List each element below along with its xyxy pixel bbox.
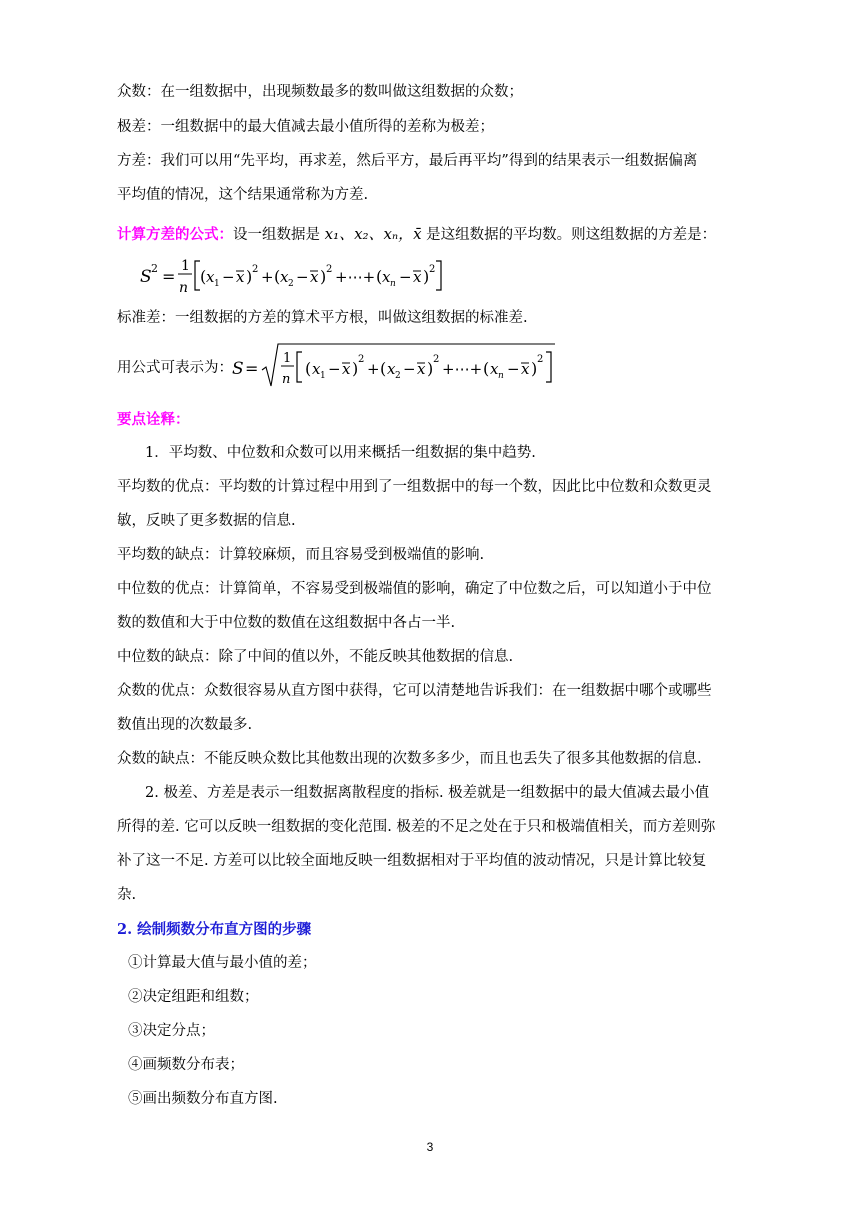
- variance-formula: [140, 252, 480, 298]
- svg-text:2: 2: [433, 354, 440, 365]
- svg-text:2: 2: [395, 371, 401, 381]
- svg-text:+: +: [261, 268, 274, 286]
- key-point-2-line2: 所得的差. 它可以反映一组数据的变化范围. 极差的不足之处在于只和极端值相关，而方差则弥: [117, 819, 716, 835]
- variance-variables: x₁、x₂、xₙ，x̄: [324, 225, 422, 243]
- svg-text:): ): [423, 267, 430, 286]
- key-point-1: 1．平均数、中位数和众数可以用来概括一组数据的集中趋势.: [145, 445, 536, 461]
- svg-text:2: 2: [252, 264, 259, 275]
- key-point-2-line1: 2. 极差、方差是表示一组数据离散程度的指标. 极差就是一组数据中的最大值减去最小值: [145, 785, 710, 801]
- svg-text:2: 2: [151, 262, 158, 275]
- svg-text:+⋯+: +⋯+: [335, 268, 376, 286]
- svg-text:1: 1: [320, 371, 326, 381]
- std-definition: 标准差：一组数据的方差的算术平方根，叫做这组数据的标准差.: [117, 310, 528, 326]
- svg-text:n: n: [390, 279, 396, 289]
- mean-disadvantage: 平均数的缺点：计算较麻烦，而且容易受到极端值的影响.: [117, 547, 485, 563]
- svg-text:n: n: [498, 371, 504, 381]
- svg-text:=: =: [162, 267, 176, 286]
- svg-text:x: x: [236, 268, 245, 286]
- svg-text:1: 1: [214, 279, 220, 289]
- svg-text:x: x: [413, 268, 422, 286]
- histogram-step-1: ①计算最大值与最小值的差；: [128, 955, 317, 971]
- svg-text:(: (: [305, 359, 312, 378]
- svg-text:S: S: [140, 267, 152, 287]
- histogram-step-5: ⑤画出频数分布直方图.: [128, 1091, 278, 1107]
- svg-text:2: 2: [358, 354, 365, 365]
- svg-text:2: 2: [429, 264, 436, 275]
- median-advantage-line1: 中位数的优点：计算简单，不容易受到极端值的影响，确定了中位数之后，可以知道小于中位: [117, 581, 712, 597]
- svg-text:−: −: [403, 360, 416, 378]
- svg-text:): ): [320, 267, 327, 286]
- svg-text:n: n: [179, 280, 189, 296]
- histogram-steps-heading: 2. 绘制频数分布直方图的步骤: [117, 921, 312, 938]
- svg-text:x: x: [417, 360, 426, 378]
- svg-text:2: 2: [537, 354, 544, 365]
- svg-text:(: (: [380, 359, 387, 378]
- histogram-step-2: ②决定组距和组数；: [128, 989, 259, 1005]
- svg-text:x: x: [387, 360, 396, 378]
- variance-definition-line2: 平均值的情况，这个结果通常称为方差.: [117, 187, 369, 203]
- std-formula-intro: 用公式可表示为：: [117, 360, 233, 376]
- svg-text:x: x: [342, 360, 351, 378]
- svg-text:): ): [246, 267, 253, 286]
- svg-text:+⋯+: +⋯+: [442, 360, 483, 378]
- svg-text:(: (: [483, 359, 490, 378]
- svg-text:x: x: [312, 360, 321, 378]
- median-disadvantage: 中位数的缺点：除了中间的值以外，不能反映其他数据的信息.: [117, 649, 514, 665]
- variance-formula-intro: [117, 224, 716, 245]
- svg-text:x: x: [521, 360, 530, 378]
- svg-text:−: −: [222, 268, 235, 286]
- mode-advantage-line2: 数值出现的次数最多.: [117, 717, 253, 733]
- svg-text:1: 1: [181, 258, 190, 274]
- svg-text:(: (: [274, 267, 281, 286]
- svg-text:x: x: [280, 268, 289, 286]
- std-formula: [230, 340, 560, 392]
- key-points-heading: 要点诠释：: [117, 411, 190, 428]
- svg-text:−: −: [399, 268, 412, 286]
- variance-definition-line1: 方差：我们可以用“先平均，再求差，然后平方，最后再平均”得到的结果表示一组数据偏离: [117, 153, 698, 169]
- svg-text:): ): [531, 359, 538, 378]
- svg-text:2: 2: [326, 264, 333, 275]
- svg-text:−: −: [296, 268, 309, 286]
- svg-text:(: (: [376, 267, 383, 286]
- mode-advantage-line1: 众数的优点：众数很容易从直方图中获得，它可以清楚地告诉我们：在一组数据中哪个或哪些: [117, 683, 712, 699]
- page-number: 3: [426, 1140, 434, 1154]
- mean-advantage-line1: 平均数的优点：平均数的计算过程中用到了一组数据中的每一个数，因此比中位数和众数更灵: [117, 479, 712, 495]
- svg-text:(: (: [200, 267, 207, 286]
- svg-text:−: −: [328, 360, 341, 378]
- svg-text:x: x: [490, 360, 499, 378]
- svg-text:=: =: [245, 359, 259, 378]
- histogram-step-4: ④画频数分布表；: [128, 1057, 244, 1073]
- key-point-2-line3: 补了这一不足. 方差可以比较全面地反映一组数据相对于平均值的波动情况，只是计算比较复: [117, 853, 707, 869]
- svg-text:S: S: [232, 359, 244, 379]
- variance-intro-text-b: 是这组数据的平均数。则这组数据的方差是：: [426, 227, 717, 243]
- svg-text:): ): [427, 359, 434, 378]
- key-point-2-line4: 杂.: [117, 887, 137, 903]
- range-definition: 极差：一组数据中的最大值减去最小值所得的差称为极差；: [117, 119, 494, 135]
- median-advantage-line2: 数的数值和大于中位数的数值在这组数据中各占一半.: [117, 615, 456, 631]
- svg-text:x: x: [310, 268, 319, 286]
- mode-disadvantage: 众数的缺点：不能反映众数比其他数出现的次数多多少，而且也丢失了很多其他数据的信息.: [117, 751, 702, 767]
- mean-advantage-line2: 敏，反映了更多数据的信息.: [117, 513, 296, 529]
- mode-definition: 众数：在一组数据中，出现频数最多的数叫做这组数据的众数；: [117, 84, 523, 100]
- svg-text:2: 2: [288, 279, 294, 289]
- svg-text:x: x: [382, 268, 391, 286]
- svg-text:n: n: [282, 372, 291, 387]
- svg-text:+: +: [367, 360, 380, 378]
- svg-text:): ): [352, 359, 359, 378]
- svg-text:−: −: [507, 360, 520, 378]
- svg-text:x: x: [206, 268, 215, 286]
- variance-intro-text-a: 设一组数据是: [233, 227, 320, 243]
- svg-text:1: 1: [283, 351, 292, 366]
- variance-formula-label: 计算方差的公式：: [117, 226, 233, 243]
- histogram-step-3: ③决定分点；: [128, 1023, 215, 1039]
